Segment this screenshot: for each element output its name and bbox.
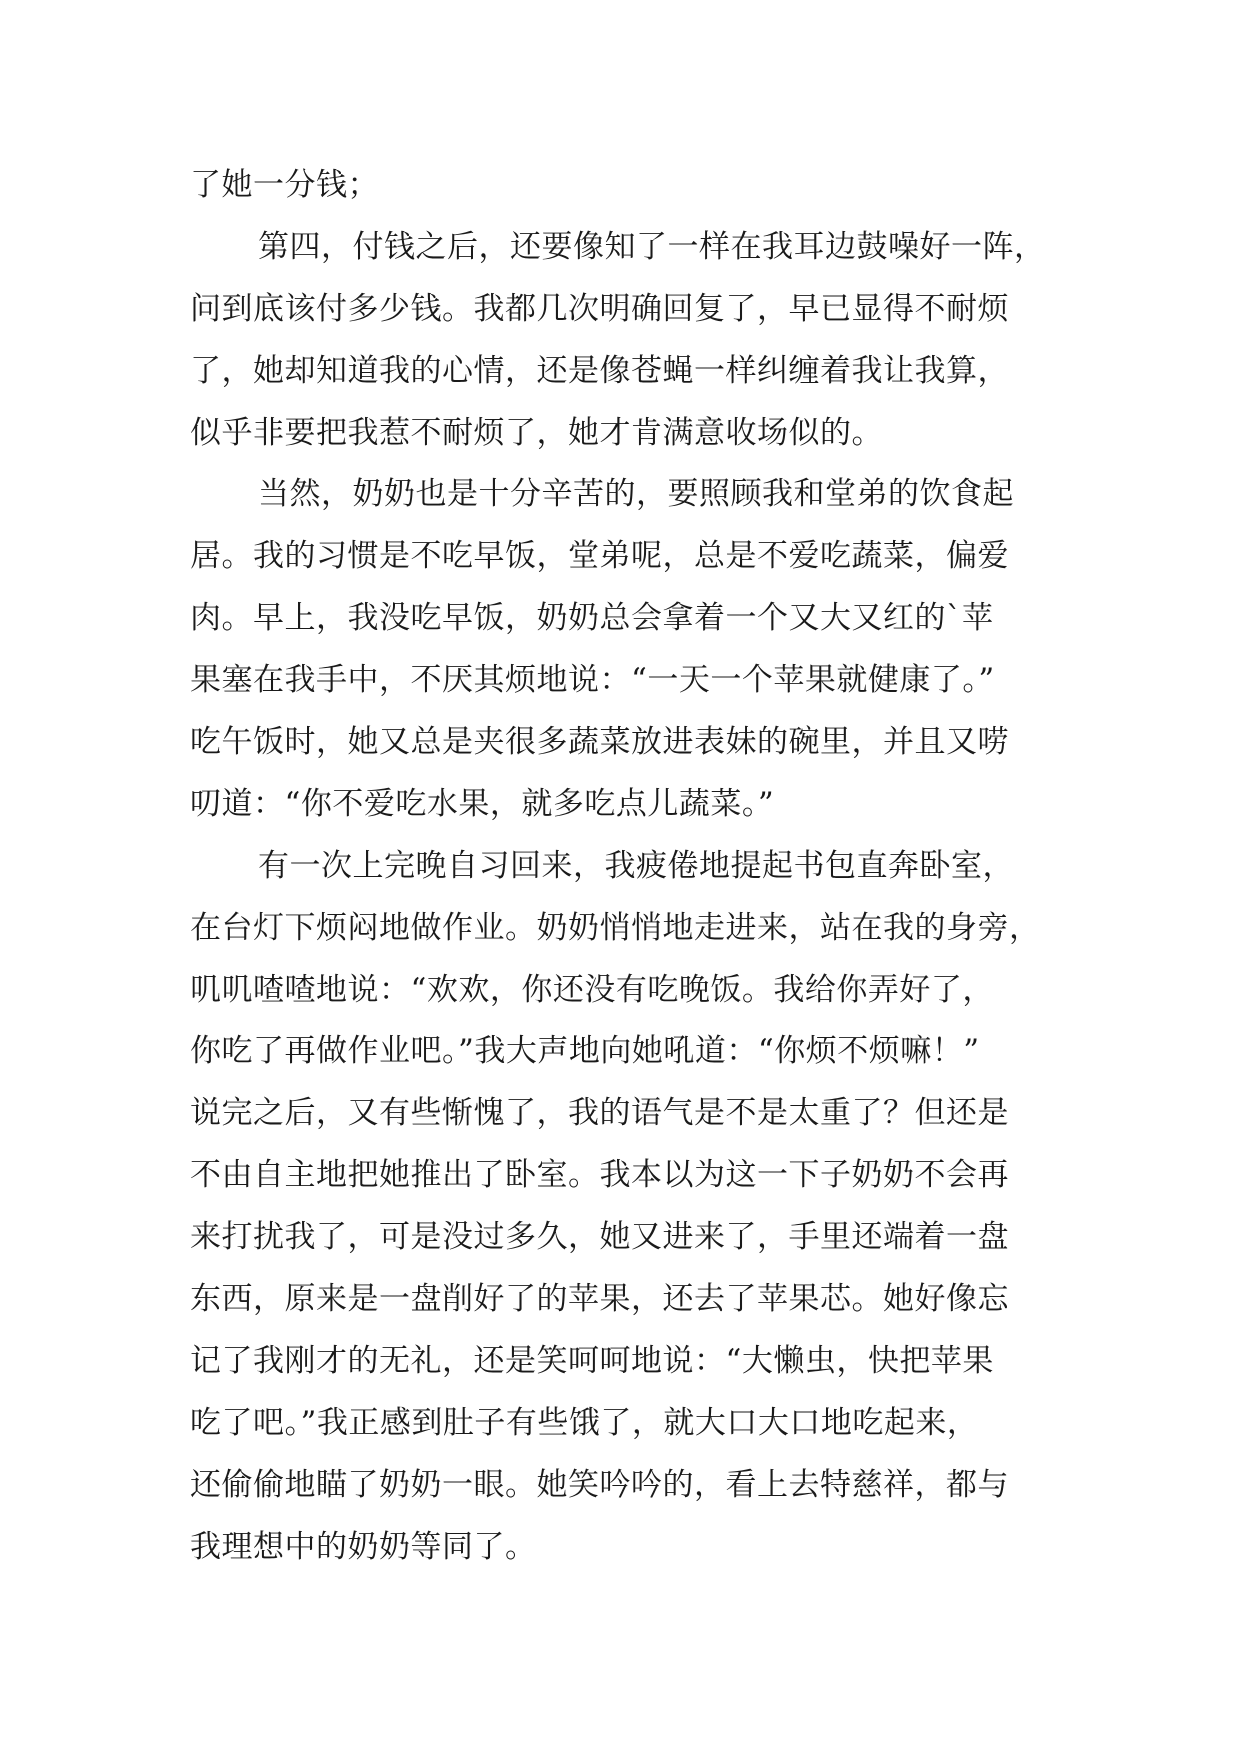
text-line: 了她一分钱； <box>190 167 379 203</box>
text-line: 第四，付钱之后，还要像知了一样在我耳边鼓噪好一阵， <box>258 228 1046 265</box>
text-line: 还偷偷地瞄了奶奶一眼。她笑吟吟的，看上去特慈祥，都与 <box>190 1466 1009 1503</box>
text-line: 吃午饭时，她又总是夹很多蔬菜放进表妹的碗里，并且又唠 <box>190 724 1009 761</box>
text-line: 了，她却知道我的心情，还是像苍蝇一样纠缠着我让我算， <box>190 352 1009 389</box>
text-line: 吃了吧。”我正感到肚子有些饿了，就大口大口地吃起来， <box>190 1404 979 1441</box>
text-line: 我理想中的奶奶等同了。 <box>190 1528 537 1565</box>
text-line: 东西，原来是一盘削好了的苹果，还去了苹果芯。她好像忘 <box>190 1281 1009 1318</box>
text-line: 肉。早上，我没吃早饭，奶奶总会拿着一个又大又红的`苹 <box>190 600 994 637</box>
text-line: 在台灯下烦闷地做作业。奶奶悄悄地走进来，站在我的身旁， <box>190 909 1041 946</box>
text-line: 似乎非要把我惹不耐烦了，她才肯满意收场似的。 <box>190 414 883 451</box>
text-line: 果塞在我手中，不厌其烦地说：“一天一个苹果就健康了。” <box>190 662 995 699</box>
text-line: 当然，奶奶也是十分辛苦的，要照顾我和堂弟的饮食起 <box>258 476 1014 513</box>
text-line: 来打扰我了，可是没过多久，她又进来了，手里还端着一盘 <box>190 1219 1009 1256</box>
text-line: 问到底该付多少钱。我都几次明确回复了，早已显得不耐烦 <box>190 290 1009 327</box>
text-line: 不由自主地把她推出了卧室。我本以为这一下子奶奶不会再 <box>190 1157 1009 1194</box>
text-line: 你吃了再做作业吧。”我大声地向她吼道：“你烦不烦嘛！” <box>190 1033 980 1070</box>
text-line: 记了我刚才的无礼，还是笑呵呵地说：“大懒虫，快把苹果 <box>190 1342 994 1379</box>
text-line: 有一次上完晚自习回来，我疲倦地提起书包直奔卧室， <box>258 847 1014 884</box>
document-body <box>190 155 1060 1578</box>
text-line: 居。我的习惯是不吃早饭，堂弟呢，总是不爱吃蔬菜，偏爱 <box>190 538 1009 575</box>
text-line: 叽叽喳喳地说：“欢欢，你还没有吃晚饭。我给你弄好了， <box>190 971 994 1008</box>
text-line: 说完之后，又有些惭愧了，我的语气是不是太重了？但还是 <box>190 1095 1009 1132</box>
text-line: 叨道：“你不爱吃水果，就多吃点儿蔬菜。” <box>190 785 775 822</box>
